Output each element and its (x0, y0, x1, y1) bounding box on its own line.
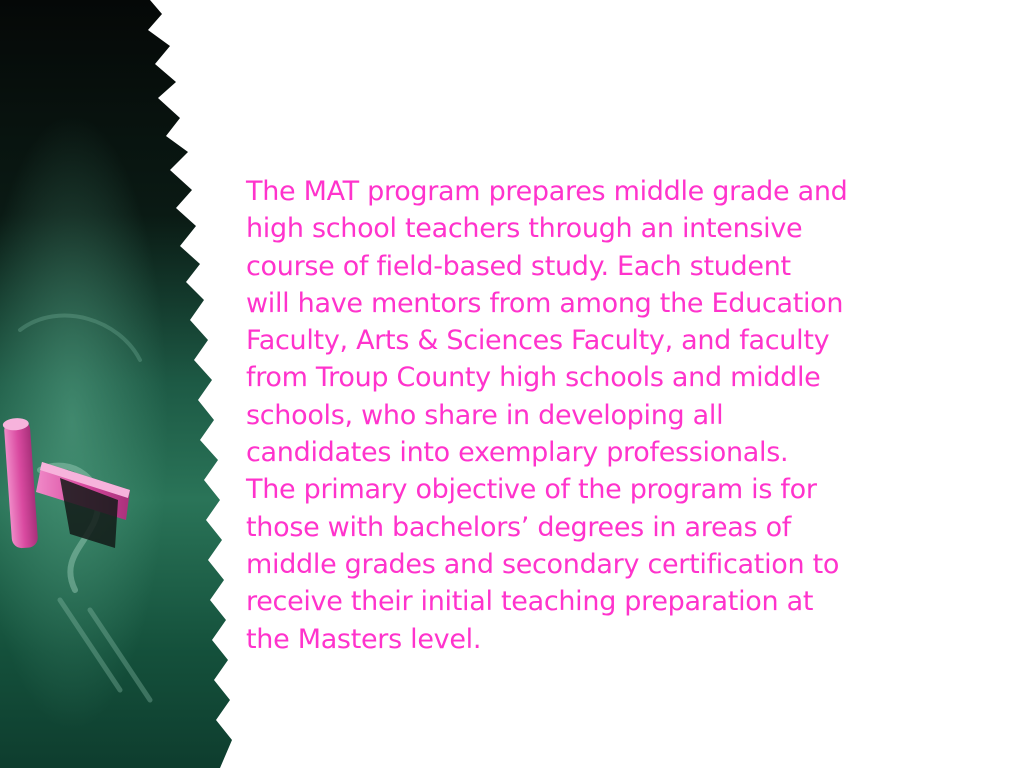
text-line: from Troup County high schools and middle (246, 362, 821, 394)
text-line: candidates into exemplary professionals. (246, 437, 789, 469)
text-line: high school teachers through an intensive (246, 213, 803, 245)
text-line: schools, who share in developing all (246, 399, 724, 431)
text-line: the Masters level. (246, 623, 482, 655)
text-line: receive their initial teaching preparation at (246, 586, 814, 618)
text-line: those with bachelors’ degrees in areas of (246, 511, 791, 543)
slide-body-text (246, 173, 986, 658)
text-line: will have mentors from among the Education (246, 287, 844, 319)
text-line: The primary objective of the program is for (246, 474, 817, 506)
text-line: Faculty, Arts & Sciences Faculty, and faculty (246, 325, 830, 357)
text-line: The MAT program prepares middle grade and (246, 176, 848, 207)
text-line: course of field-based study. Each student (246, 250, 791, 282)
text-line: middle grades and secondary certification to (246, 548, 840, 580)
